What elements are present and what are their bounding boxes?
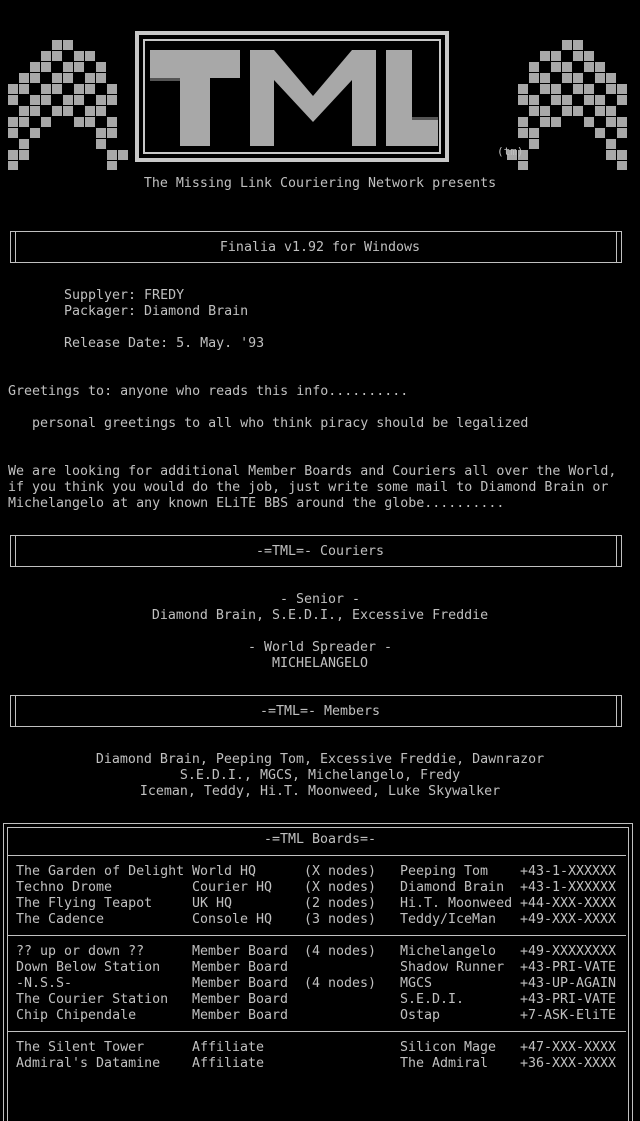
- board-name: The Courier Station: [16, 992, 169, 1007]
- board-sysop: Hi.T. Moonweed: [400, 896, 513, 911]
- world-spreader-names: MICHELANGELO: [271, 656, 369, 671]
- board-name: The Silent Tower: [16, 1040, 145, 1055]
- recruit-line-1: We are looking for additional Member Boards and Couriers all over the World,: [8, 464, 617, 479]
- boards-header: -=TML Boards=-: [263, 832, 377, 847]
- board-phone: +43-1-XXXXXX: [520, 880, 617, 895]
- recruit-line-3: Michelangelo at any known ELiTE BBS around the globe..........: [8, 496, 505, 511]
- board-nodes: (4 nodes): [304, 944, 377, 959]
- boards-group-divider-2: [8, 1031, 626, 1032]
- board-sysop: MGCS: [400, 976, 433, 991]
- members-line-2: S.E.D.I., MGCS, Michelangelo, Fredy: [179, 768, 461, 783]
- board-name: Admiral's Datamine: [16, 1056, 161, 1071]
- board-role: Member Board: [192, 992, 289, 1007]
- personal-greetings-line: personal greetings to all who think piracy should be legalized: [32, 416, 529, 431]
- board-sysop: S.E.D.I.: [400, 992, 465, 1007]
- board-role: Affiliate: [192, 1040, 265, 1055]
- board-sysop: Peeping Tom: [400, 864, 489, 879]
- release-title: Finalia v1.92 for Windows: [219, 240, 421, 255]
- boards-header-divider: [8, 855, 626, 856]
- board-name: The Flying Teapot: [16, 896, 153, 911]
- board-name: Chip Chipendale: [16, 1008, 137, 1023]
- members-line-3: Iceman, Teddy, Hi.T. Moonweed, Luke Skywalker: [139, 784, 501, 799]
- board-sysop: Michelangelo: [400, 944, 497, 959]
- board-name: The Cadence: [16, 912, 105, 927]
- board-phone: +43-1-XXXXXX: [520, 864, 617, 879]
- board-phone: +7-ASK-EliTE: [520, 1008, 617, 1023]
- board-phone: +36-XXX-XXXX: [520, 1056, 617, 1071]
- board-nodes: (2 nodes): [304, 896, 377, 911]
- board-phone: +43-PRI-VATE: [520, 992, 617, 1007]
- board-phone: +43-UP-AGAIN: [520, 976, 617, 991]
- board-phone: +49-XXXXXXXX: [520, 944, 617, 959]
- tml-letters-art: [137, 33, 447, 160]
- board-phone: +44-XXX-XXXX: [520, 896, 617, 911]
- board-name: Down Below Station: [16, 960, 161, 975]
- board-sysop: Teddy/IceMan: [400, 912, 497, 927]
- members-line-1: Diamond Brain, Peeping Tom, Excessive Freddie, Dawnrazor: [95, 752, 545, 767]
- board-name: Techno Drome: [16, 880, 113, 895]
- board-name: The Garden of Delight: [16, 864, 185, 879]
- board-nodes: (X nodes): [304, 864, 377, 879]
- board-role: World HQ: [192, 864, 257, 879]
- board-nodes: (X nodes): [304, 880, 377, 895]
- supplier-line: Supplyer: FREDY: [64, 288, 185, 303]
- board-role: Member Board: [192, 976, 289, 991]
- board-phone: +43-PRI-VATE: [520, 960, 617, 975]
- board-role: Member Board: [192, 1008, 289, 1023]
- packager-line: Packager: Diamond Brain: [64, 304, 249, 319]
- board-sysop: The Admiral: [400, 1056, 489, 1071]
- senior-names: Diamond Brain, S.E.D.I., Excessive Freddie: [151, 608, 489, 623]
- board-name: ?? up or down ??: [16, 944, 145, 959]
- board-phone: +47-XXX-XXXX: [520, 1040, 617, 1055]
- board-role: Affiliate: [192, 1056, 265, 1071]
- board-role: Member Board: [192, 960, 289, 975]
- world-spreader-label: - World Spreader -: [247, 640, 393, 655]
- boards-group-divider-1: [8, 935, 626, 936]
- greetings-line: Greetings to: anyone who reads this info..........: [8, 384, 409, 399]
- members-header: -=TML=- Members: [259, 704, 381, 719]
- release-date-line: Release Date: 5. May. '93: [64, 336, 265, 351]
- presents-line: The Missing Link Couriering Network presents: [143, 176, 497, 191]
- board-sysop: Ostap: [400, 1008, 441, 1023]
- board-sysop: Silicon Mage: [400, 1040, 497, 1055]
- board-nodes: (4 nodes): [304, 976, 377, 991]
- senior-label: - Senior -: [279, 592, 361, 607]
- recruit-line-2: if you think you would do the job, just write some mail to Diamond Brain or: [8, 480, 609, 495]
- board-role: UK HQ: [192, 896, 233, 911]
- board-phone: +49-XXX-XXXX: [520, 912, 617, 927]
- board-role: Courier HQ: [192, 880, 273, 895]
- checkered-arrow-right-art: [507, 40, 627, 170]
- checkered-arrow-left-art: [8, 40, 128, 170]
- trademark-label: (tm): [497, 145, 524, 158]
- board-sysop: Shadow Runner: [400, 960, 505, 975]
- tml-logo: [0, 0, 640, 170]
- board-sysop: Diamond Brain: [400, 880, 505, 895]
- board-role: Console HQ: [192, 912, 273, 927]
- board-nodes: (3 nodes): [304, 912, 377, 927]
- board-name: -N.S.S-: [16, 976, 73, 991]
- board-role: Member Board: [192, 944, 289, 959]
- couriers-header: -=TML=- Couriers: [255, 544, 385, 559]
